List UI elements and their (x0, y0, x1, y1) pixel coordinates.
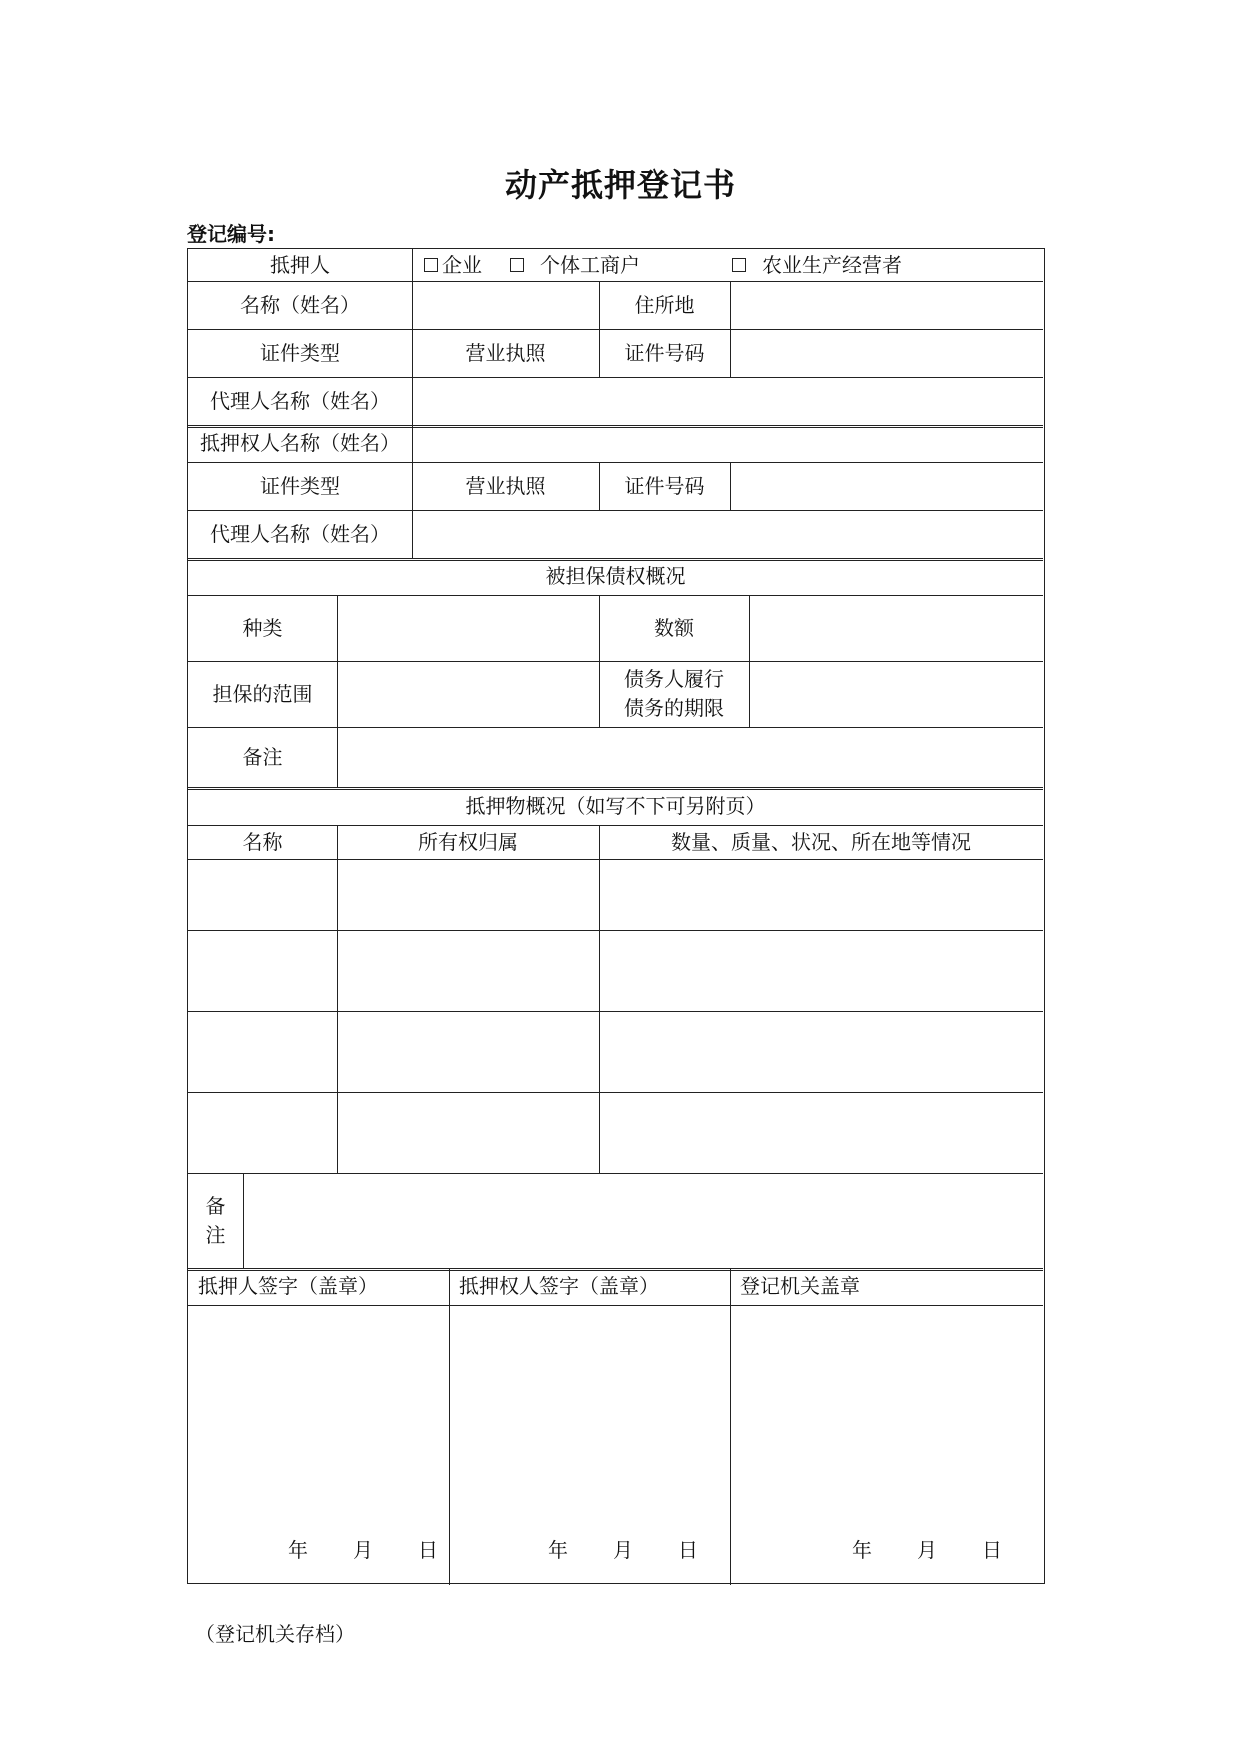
mortgagee-id-no-label: 证件号码 (624, 473, 705, 498)
mortgagor-address-label: 住所地 (634, 292, 695, 317)
collateral-col-name: 名称 (242, 829, 283, 854)
page-title: 动产抵押登记书 (504, 166, 736, 204)
registration-number-label: 登记编号: (187, 222, 275, 246)
checkbox-agricultural-operator[interactable] (732, 258, 746, 272)
collateral-header: 抵押物概况（如写不下可另附页） (465, 793, 766, 818)
mortgagee-signature-label: 抵押权人签字（盖章） (459, 1274, 659, 1298)
debt-term-label: 债务人履行 债务的期限 (624, 667, 724, 720)
claim-kind-label: 种类 (242, 615, 283, 640)
checkbox-individual-business[interactable] (510, 258, 524, 272)
option-individual-business[interactable]: 个体工商户 (510, 251, 640, 280)
registration-form-table (187, 248, 1045, 1584)
authority-seal-date: 年 月 日 (852, 1537, 1002, 1562)
mortgagee-id-type-label: 证件类型 (260, 473, 340, 498)
authority-seal-label: 登记机关盖章 (740, 1274, 860, 1298)
checkbox-enterprise[interactable] (424, 258, 438, 272)
mortgagor-id-no-label: 证件号码 (624, 340, 705, 365)
mortgagor-type-options (424, 249, 1034, 281)
mortgagor-signature-date: 年 月 日 (288, 1537, 438, 1562)
option-agricultural-operator[interactable]: 农业生产经营者 (732, 251, 902, 280)
mortgagee-name-label: 抵押权人名称（姓名） (200, 431, 400, 455)
collateral-col-details: 数量、质量、状况、所在地等情况 (671, 829, 971, 854)
mortgagor-name-label: 名称（姓名） (240, 292, 360, 317)
collateral-remark-label: 备 注 (205, 1193, 226, 1247)
secured-claim-header: 被担保债权概况 (545, 564, 686, 588)
claim-remark-label: 备注 (242, 744, 283, 769)
archive-note: （登记机关存档） (195, 1622, 355, 1646)
claim-amount-label: 数额 (654, 615, 694, 640)
mortgagor-id-type-label: 证件类型 (260, 340, 340, 365)
guarantee-scope-label: 担保的范围 (212, 681, 313, 706)
mortgagee-signature-date: 年 月 日 (548, 1537, 698, 1562)
mortgagee-id-type-value: 营业执照 (465, 473, 546, 498)
mortgagor-label: 抵押人 (270, 252, 330, 277)
collateral-col-ownership: 所有权归属 (418, 829, 518, 854)
option-enterprise[interactable]: 企业 (424, 251, 482, 280)
mortgagor-signature-label: 抵押人签字（盖章） (198, 1274, 378, 1298)
mortgagor-id-type-value: 营业执照 (465, 340, 546, 365)
mortgagor-agent-label: 代理人名称（姓名） (210, 388, 390, 413)
mortgagee-agent-label: 代理人名称（姓名） (210, 521, 390, 546)
